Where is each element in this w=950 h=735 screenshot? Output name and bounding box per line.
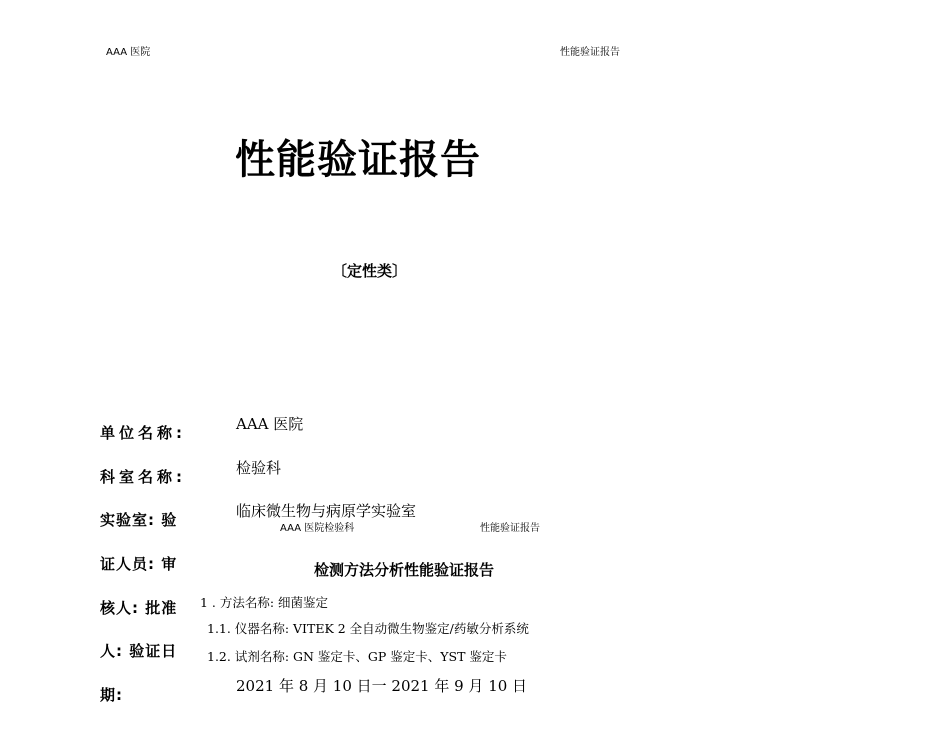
overlay-header-dept: AAA 医院检验科	[280, 523, 355, 534]
value-dept-name: 检验科	[236, 459, 282, 477]
label-approver: 人: 验证日	[100, 642, 178, 660]
value-unit-name: AAA 医院	[236, 415, 304, 433]
label-date: 期:	[100, 686, 123, 704]
reagent-name-item: 1.2. 试剂名称: GN 鉴定卡、GP 鉴定卡、YST 鉴定卡	[207, 649, 507, 664]
report-subtitle: 〔定性类〕	[332, 262, 408, 280]
label-unit-name: 单位名称:	[100, 424, 186, 442]
method-name-item: 1 . 方法名称: 细菌鉴定	[200, 595, 329, 610]
value-verification-date: 2021 年 8 月 10 日一 2021 年 9 月 10 日	[236, 677, 528, 695]
label-dept-name: 科室名称:	[100, 468, 186, 486]
label-reviewer: 核人: 批准	[100, 599, 178, 617]
report-title: 性能验证报告	[235, 137, 481, 183]
value-lab-name: 临床微生物与病原学实验室	[236, 502, 417, 520]
header-hospital-name: AAA 医院	[106, 47, 151, 58]
instrument-name-item: 1.1. 仪器名称: VITEK 2 全自动微生物鉴定/药敏分析系统	[207, 621, 529, 636]
section-heading: 检测方法分析性能验证报告	[314, 561, 495, 579]
label-lab: 实验室: 验	[100, 511, 178, 529]
label-verifier: 证人员: 审	[100, 555, 178, 573]
overlay-header-report: 性能验证报告	[480, 523, 540, 534]
header-report-name: 性能验证报告	[560, 47, 620, 58]
